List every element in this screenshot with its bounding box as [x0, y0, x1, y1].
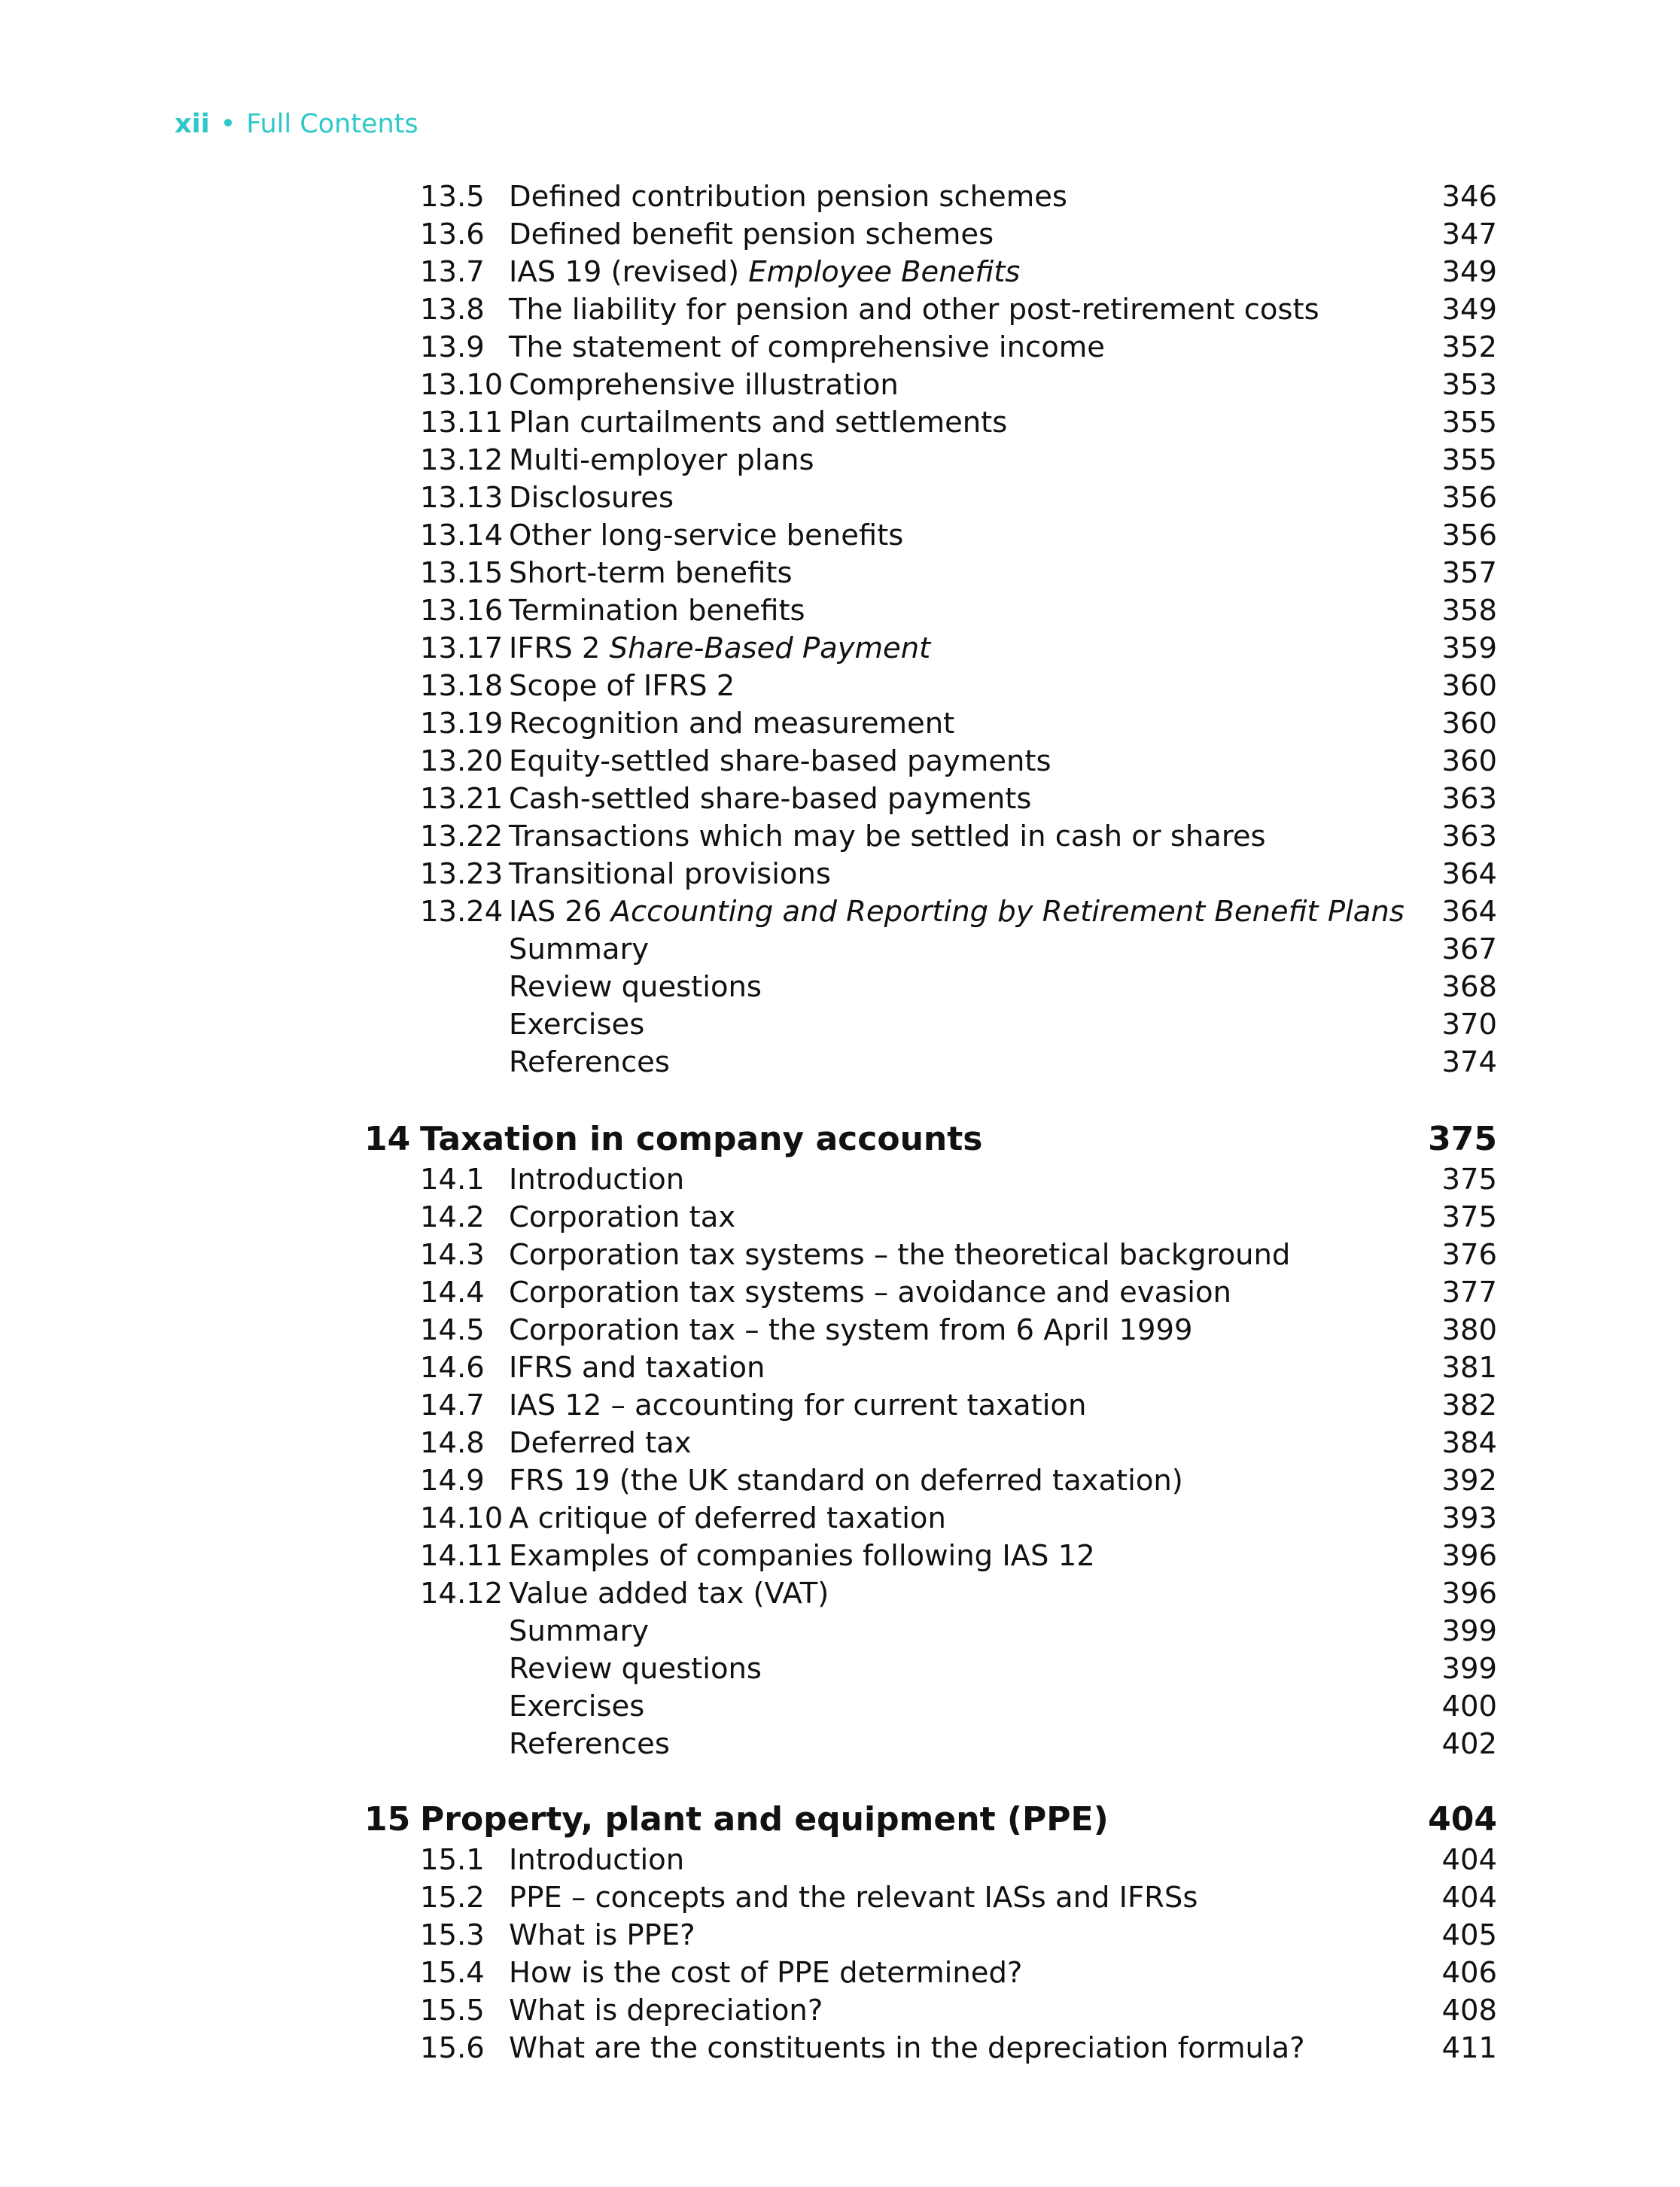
- standard-title: Share-Based Payment: [609, 631, 931, 665]
- section-number: 15.1: [420, 1843, 485, 1877]
- toc-entry[interactable]: [0, 1312, 1680, 1349]
- section-page: 367: [1441, 932, 1497, 966]
- section-title: What are the constituents in the depreciation formula?: [509, 2031, 1305, 2065]
- section-page: 393: [1441, 1501, 1497, 1535]
- toc-entry[interactable]: [0, 1161, 1680, 1199]
- toc-entry-references[interactable]: [0, 1044, 1680, 1081]
- section-title: The statement of comprehensive income: [509, 330, 1105, 364]
- section-title: Termination benefits: [509, 594, 805, 628]
- section-page: 360: [1441, 707, 1497, 741]
- toc-entry[interactable]: [0, 442, 1680, 479]
- section-page: 360: [1441, 744, 1497, 778]
- section-title: Scope of IFRS 2: [509, 669, 735, 703]
- section-title: [509, 254, 1020, 291]
- toc-entry-exercises[interactable]: [0, 1006, 1680, 1044]
- section-page: 363: [1441, 820, 1497, 853]
- section-page: 356: [1441, 519, 1497, 552]
- section-page: 363: [1441, 782, 1497, 816]
- toc-entry[interactable]: [0, 630, 1680, 668]
- section-number: 14.10: [420, 1501, 504, 1535]
- toc-entry[interactable]: [0, 668, 1680, 705]
- toc-entry[interactable]: [0, 1879, 1680, 1917]
- toc-entry-summary[interactable]: [0, 1613, 1680, 1650]
- section-title: Corporation tax – the system from 6 April 1999: [509, 1313, 1193, 1347]
- section-page: 349: [1441, 293, 1497, 327]
- section-page: 360: [1441, 669, 1497, 703]
- section-title-plain: IAS 26: [509, 895, 611, 929]
- section-title: FRS 19 (the UK standard on deferred taxation): [509, 1464, 1183, 1498]
- toc-entry[interactable]: [0, 743, 1680, 780]
- section-page: 352: [1441, 330, 1497, 364]
- toc-entry[interactable]: [0, 856, 1680, 893]
- standard-title: Employee Benefits: [748, 255, 1021, 289]
- chapter-page: 404: [1428, 1800, 1497, 1839]
- section-title: Corporation tax systems – the theoretical background: [509, 1238, 1291, 1272]
- toc-entry-review-questions[interactable]: [0, 969, 1680, 1006]
- section-page: 384: [1441, 1426, 1497, 1460]
- section-page: 408: [1441, 1994, 1497, 2027]
- toc-entry[interactable]: [0, 555, 1680, 592]
- section-page: 404: [1441, 1881, 1497, 1915]
- section-number: 13.6: [420, 217, 485, 251]
- section-page: 359: [1441, 631, 1497, 665]
- section-title: Examples of companies following IAS 12: [509, 1539, 1095, 1573]
- section-page: 399: [1441, 1614, 1497, 1648]
- toc-entry[interactable]: [0, 517, 1680, 555]
- toc-entry[interactable]: [0, 1538, 1680, 1575]
- section-title: Exercises: [509, 1690, 645, 1723]
- section-page: 380: [1441, 1313, 1497, 1347]
- section-number: 14.5: [420, 1313, 485, 1347]
- section-title: [509, 630, 930, 668]
- section-number: 14.1: [420, 1163, 485, 1197]
- toc-entry[interactable]: [0, 479, 1680, 517]
- section-title: Short-term benefits: [509, 556, 793, 590]
- section-page: 402: [1441, 1727, 1497, 1761]
- toc-entry-summary[interactable]: [0, 931, 1680, 969]
- section-number: 13.9: [420, 330, 485, 364]
- section-title: IFRS and taxation: [509, 1351, 765, 1385]
- chapter-title: Taxation in company accounts: [420, 1120, 983, 1158]
- section-number: 13.19: [420, 707, 504, 741]
- section-number: 13.11: [420, 406, 504, 440]
- section-page: 364: [1441, 857, 1497, 891]
- section-title: What is PPE?: [509, 1918, 695, 1952]
- section-number: 14.8: [420, 1426, 485, 1460]
- chapter-heading-15[interactable]: [0, 1799, 1680, 1841]
- section-title: PPE – concepts and the relevant IASs and IFRSs: [509, 1881, 1198, 1915]
- toc-entry[interactable]: [0, 1842, 1680, 1879]
- section-title: Plan curtailments and settlements: [509, 406, 1008, 440]
- section-title: What is depreciation?: [509, 1994, 823, 2027]
- page-number: xii: [175, 109, 210, 139]
- section-page: 399: [1441, 1652, 1497, 1686]
- section-page: 376: [1441, 1238, 1497, 1272]
- toc-entry[interactable]: [0, 367, 1680, 404]
- chapter-number: 15: [364, 1800, 411, 1839]
- section-page: 377: [1441, 1276, 1497, 1309]
- section-number: 13.16: [420, 594, 504, 628]
- section-page: 382: [1441, 1389, 1497, 1422]
- section-number: 15.5: [420, 1994, 485, 2027]
- section-number: 15.6: [420, 2031, 485, 2065]
- section-number: 14.11: [420, 1539, 504, 1573]
- toc-entry[interactable]: [0, 404, 1680, 442]
- chapter-title: Property, plant and equipment (PPE): [420, 1800, 1109, 1839]
- toc-entry[interactable]: [0, 1917, 1680, 1954]
- section-title-plain: IFRS 2: [509, 631, 610, 665]
- section-number: 13.18: [420, 669, 504, 703]
- running-head: [175, 105, 418, 143]
- section-page: 364: [1441, 895, 1497, 929]
- section-title: [509, 893, 1405, 931]
- section-number: 15.2: [420, 1881, 485, 1915]
- section-page: 346: [1441, 180, 1497, 214]
- toc-entry[interactable]: [0, 2030, 1680, 2067]
- section-number: 13.22: [420, 820, 504, 853]
- section-title: References: [509, 1727, 670, 1761]
- section-number: 13.21: [420, 782, 504, 816]
- section-number: 15.4: [420, 1956, 485, 1990]
- section-page: 381: [1441, 1351, 1497, 1385]
- running-head-title: Full Contents: [246, 109, 418, 139]
- section-page: 347: [1441, 217, 1497, 251]
- section-title: Multi-employer plans: [509, 443, 814, 477]
- chapter-page: 375: [1428, 1120, 1497, 1158]
- section-page: 370: [1441, 1008, 1497, 1042]
- section-number: 13.7: [420, 255, 485, 289]
- section-title: The liability for pension and other post-retirement costs: [509, 293, 1319, 327]
- separator-bullet: •: [220, 109, 236, 139]
- toc-entry[interactable]: [0, 705, 1680, 743]
- section-title: Defined contribution pension schemes: [509, 180, 1067, 214]
- section-page: 406: [1441, 1956, 1497, 1990]
- toc-entry-references[interactable]: [0, 1726, 1680, 1763]
- section-page: 358: [1441, 594, 1497, 628]
- section-title: Equity-settled share-based payments: [509, 744, 1052, 778]
- section-page: 375: [1441, 1200, 1497, 1234]
- section-number: 13.10: [420, 368, 504, 402]
- section-title: Summary: [509, 932, 650, 966]
- standard-title: Accounting and Reporting by Retirement Benefit Plans: [610, 895, 1405, 929]
- section-title: Review questions: [509, 1652, 762, 1686]
- section-number: 13.12: [420, 443, 504, 477]
- section-title: Transitional provisions: [509, 857, 831, 891]
- section-number: 13.24: [420, 895, 504, 929]
- chapter-heading-14[interactable]: [0, 1118, 1680, 1160]
- section-title: Transactions which may be settled in cash or shares: [509, 820, 1266, 853]
- section-number: 13.5: [420, 180, 485, 214]
- section-title: A critique of deferred taxation: [509, 1501, 946, 1535]
- section-title: Review questions: [509, 970, 762, 1004]
- section-title-plain: IAS 19 (revised): [509, 255, 749, 289]
- toc-entry[interactable]: [0, 178, 1680, 216]
- section-title: Introduction: [509, 1163, 685, 1197]
- section-number: 13.13: [420, 481, 504, 515]
- section-page: 353: [1441, 368, 1497, 402]
- section-title: Corporation tax: [509, 1200, 736, 1234]
- section-title: Cash-settled share-based payments: [509, 782, 1032, 816]
- section-title: Exercises: [509, 1008, 645, 1042]
- toc-entry[interactable]: [0, 1954, 1680, 1992]
- section-page: 404: [1441, 1843, 1497, 1877]
- toc-entry-exercises[interactable]: [0, 1688, 1680, 1726]
- section-page: 392: [1441, 1464, 1497, 1498]
- toc-entry[interactable]: [0, 216, 1680, 254]
- section-number: 13.14: [420, 519, 504, 552]
- section-number: 13.20: [420, 744, 504, 778]
- section-number: 14.12: [420, 1577, 504, 1611]
- section-title: Corporation tax systems – avoidance and evasion: [509, 1276, 1231, 1309]
- toc-entry[interactable]: [0, 818, 1680, 856]
- section-title: Recognition and measurement: [509, 707, 955, 741]
- section-page: 356: [1441, 481, 1497, 515]
- section-title: Introduction: [509, 1843, 685, 1877]
- section-number: 14.3: [420, 1238, 485, 1272]
- toc-entry[interactable]: [0, 1236, 1680, 1274]
- toc-entry[interactable]: [0, 1462, 1680, 1500]
- section-title: Other long-service benefits: [509, 519, 904, 552]
- section-page: 355: [1441, 406, 1497, 440]
- section-number: 14.2: [420, 1200, 485, 1234]
- section-title: How is the cost of PPE determined?: [509, 1956, 1023, 1990]
- section-page: 357: [1441, 556, 1497, 590]
- section-title: Defined benefit pension schemes: [509, 217, 994, 251]
- toc-entry[interactable]: [0, 1274, 1680, 1312]
- section-number: 13.15: [420, 556, 504, 590]
- section-page: 396: [1441, 1577, 1497, 1611]
- toc-entry[interactable]: [0, 254, 1680, 291]
- section-page: 411: [1441, 2031, 1497, 2065]
- section-page: 349: [1441, 255, 1497, 289]
- section-number: 14.6: [420, 1351, 485, 1385]
- toc-entry[interactable]: [0, 592, 1680, 630]
- section-number: 13.8: [420, 293, 485, 327]
- toc-entry[interactable]: [0, 1500, 1680, 1538]
- toc-entry[interactable]: [0, 1387, 1680, 1425]
- section-number: 13.17: [420, 631, 504, 665]
- toc-entry[interactable]: [0, 291, 1680, 329]
- toc-entry[interactable]: [0, 1992, 1680, 2030]
- chapter-number: 14: [364, 1120, 411, 1158]
- section-page: 368: [1441, 970, 1497, 1004]
- section-number: 14.9: [420, 1464, 485, 1498]
- toc-entry[interactable]: [0, 329, 1680, 367]
- section-title: Summary: [509, 1614, 650, 1648]
- section-title: IAS 12 – accounting for current taxation: [509, 1389, 1087, 1422]
- section-page: 374: [1441, 1045, 1497, 1079]
- section-page: 355: [1441, 443, 1497, 477]
- section-page: 405: [1441, 1918, 1497, 1952]
- section-title: Comprehensive illustration: [509, 368, 899, 402]
- toc-entry[interactable]: [0, 780, 1680, 818]
- section-title: Disclosures: [509, 481, 674, 515]
- toc-entry[interactable]: [0, 893, 1680, 931]
- toc-entry[interactable]: [0, 1199, 1680, 1236]
- section-page: 400: [1441, 1690, 1497, 1723]
- section-number: 14.7: [420, 1389, 485, 1422]
- toc-entry[interactable]: [0, 1425, 1680, 1462]
- section-title: References: [509, 1045, 670, 1079]
- section-page: 375: [1441, 1163, 1497, 1197]
- toc-entry-review-questions[interactable]: [0, 1650, 1680, 1688]
- section-number: 14.4: [420, 1276, 485, 1309]
- toc-entry[interactable]: [0, 1349, 1680, 1387]
- section-number: 15.3: [420, 1918, 485, 1952]
- toc-entry[interactable]: [0, 1575, 1680, 1613]
- section-page: 396: [1441, 1539, 1497, 1573]
- section-title: Value added tax (VAT): [509, 1577, 829, 1611]
- section-number: 13.23: [420, 857, 504, 891]
- section-title: Deferred tax: [509, 1426, 692, 1460]
